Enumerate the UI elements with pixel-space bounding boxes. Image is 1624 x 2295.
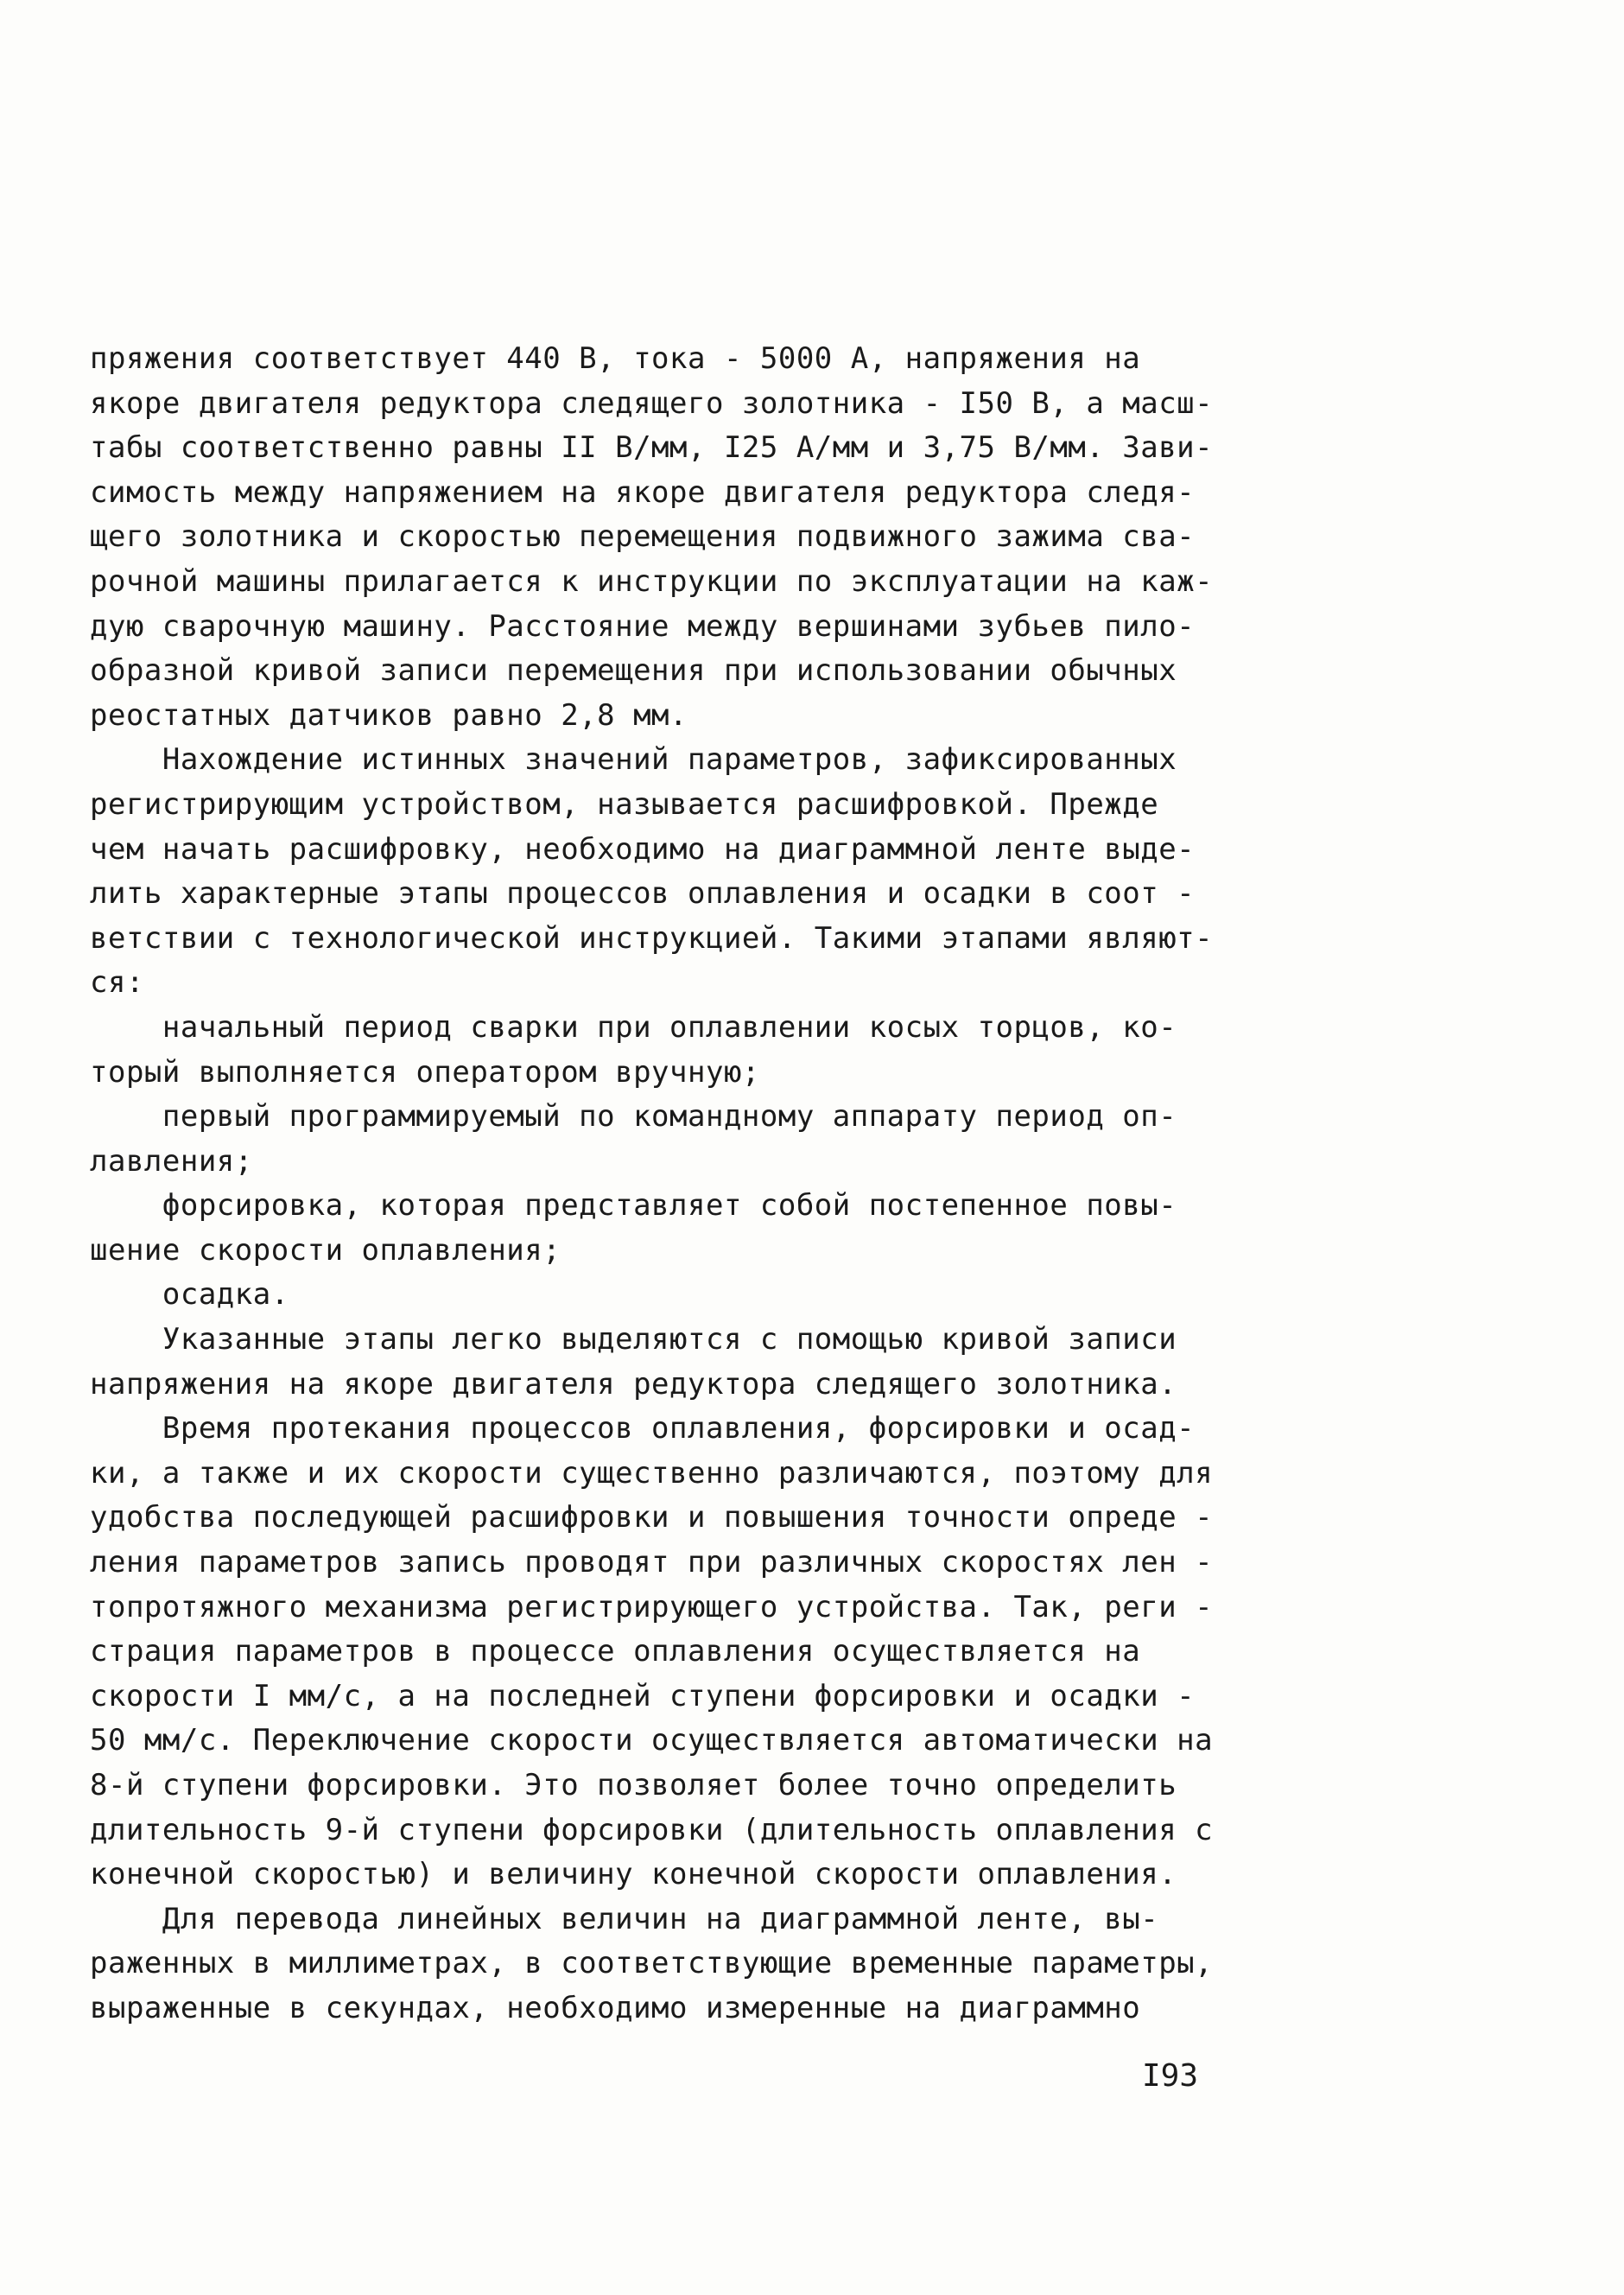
text-line: рочной машины прилагается к инструкции по эксплуатации на каж- xyxy=(90,563,1214,599)
text-line: Для перевода линейных величин на диаграммной ленте, вы- xyxy=(90,1901,1159,1936)
text-line: длительность 9-й ступени форсировки (длительность оплавления с xyxy=(90,1812,1214,1847)
text-line: ки, а также и их скорости существенно различаются, поэтому для xyxy=(90,1455,1214,1491)
text-line: якоре двигателя редуктора следящего золотника - I50 В, а масш- xyxy=(90,385,1214,421)
text-line: раженных в миллиметрах, в соответствующие временные параметры, xyxy=(90,1946,1214,1981)
text-line: ветствии с технологической инструкцией. Такими этапами являют- xyxy=(90,920,1214,956)
text-line: табы соответственно равны II В/мм, I25 А/мм и 3,75 В/мм. Зави- xyxy=(90,430,1214,466)
text-line: лить характерные этапы процессов оплавления и осадки в соот - xyxy=(90,876,1196,912)
text-line: Время протекания процессов оплавления, форсировки и осад- xyxy=(90,1411,1196,1446)
text-line: регистрирующим устройством, называется расшифровкой. Прежде xyxy=(90,786,1159,822)
text-line: симость между напряжением на якоре двигателя редуктора следя- xyxy=(90,474,1196,510)
text-line: Указанные этапы легко выделяются с помощью кривой записи xyxy=(90,1322,1177,1357)
page-number: I93 xyxy=(1142,2058,1199,2094)
text-line: 8-й ступени форсировки. Это позволяет более точно определить xyxy=(90,1768,1177,1802)
text-line: чем начать расшифровку, необходимо на диаграммной ленте выде- xyxy=(90,831,1196,867)
text-line: дую сварочную машину. Расстояние между вершинами зубьев пило- xyxy=(90,608,1196,644)
text-line: удобства последующей расшифровки и повышения точности опреде - xyxy=(90,1500,1214,1535)
text-line: напряжения на якоре двигателя редуктора следящего золотника. xyxy=(90,1366,1177,1402)
text-line: образной кривой записи перемещения при использовании обычных xyxy=(90,653,1177,689)
text-line: реостатных датчиков равно 2,8 мм. xyxy=(90,697,688,733)
text-line: ления параметров запись проводят при различных скоростях лен - xyxy=(90,1545,1214,1580)
text-line: щего золотника и скоростью перемещения подвижного зажима сва- xyxy=(90,519,1196,555)
text-line: страция параметров в процессе оплавления осуществляется на xyxy=(90,1634,1141,1669)
text-line: ся: xyxy=(90,965,144,1001)
text-line: осадка. xyxy=(90,1277,289,1313)
text-line: лавления; xyxy=(90,1143,253,1179)
text-line: форсировка, которая представляет собой постепенное повы- xyxy=(90,1188,1177,1224)
text-line: выраженные в секундах, необходимо измеренные на диаграммно xyxy=(90,1990,1141,2025)
text-line: топротяжного механизма регистрирующего устройства. Так, реги - xyxy=(90,1589,1214,1624)
text-line: торый выполняется оператором вручную; xyxy=(90,1054,760,1090)
text-line: 50 мм/с. Переключение скорости осуществляется автоматически на xyxy=(90,1723,1214,1758)
text-line: конечной скоростью) и величину конечной скорости оплавления. xyxy=(90,1857,1177,1892)
text-line: начальный период сварки при оплавлении косых торцов, ко- xyxy=(90,1009,1177,1045)
text-line: шение скорости оплавления; xyxy=(90,1232,561,1268)
text-line: первый программируемый по командному аппарату период оп- xyxy=(90,1099,1177,1135)
text-line: пряжения соответствует 440 В, тока - 5000 А, напряжения на xyxy=(90,341,1141,376)
text-line: Нахождение истинных значений параметров, зафиксированных xyxy=(90,742,1177,778)
body-text xyxy=(90,337,1247,2031)
text-line: скорости I мм/с, а на последней ступени форсировки и осадки - xyxy=(90,1678,1196,1713)
